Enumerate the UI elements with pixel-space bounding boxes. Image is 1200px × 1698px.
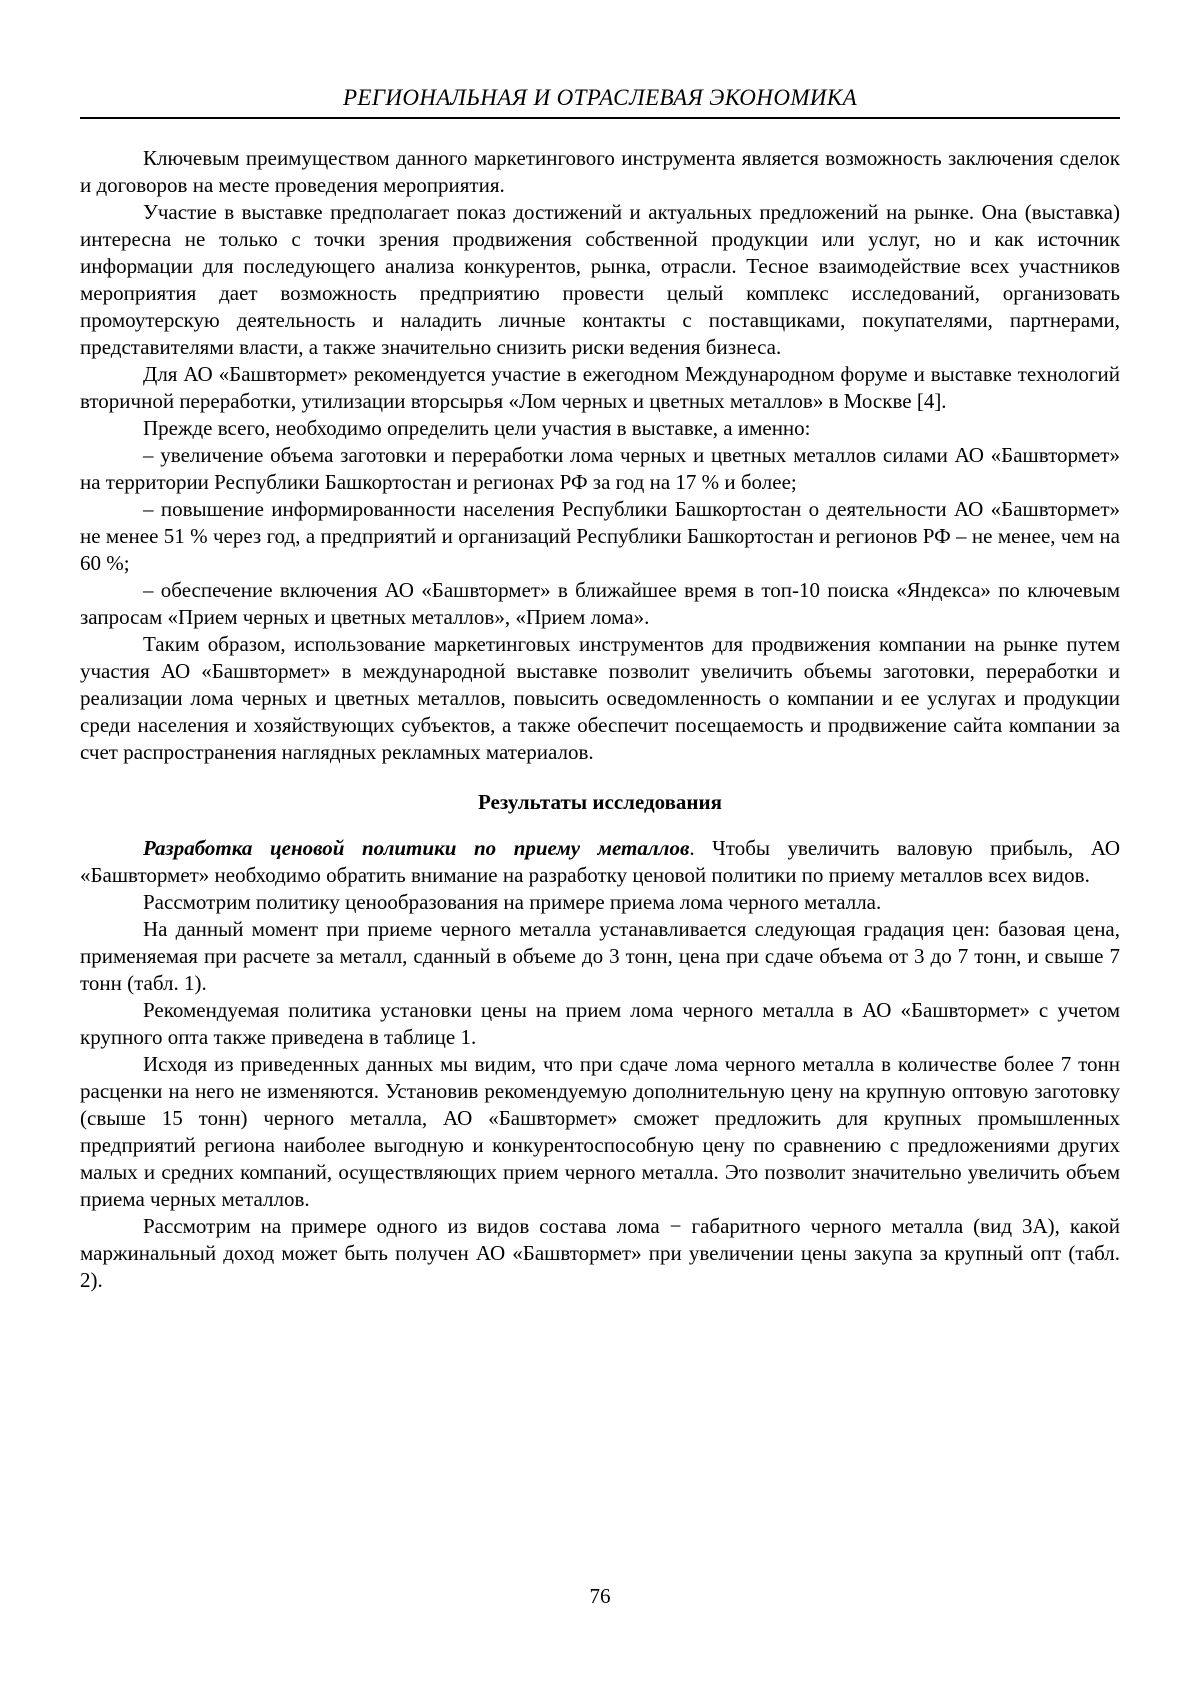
article-body: [80, 145, 1120, 1294]
paragraph: Участие в выставке предполагает показ достижений и актуальных предложений на рынке. Она (выставка) интересна не только с точки зрения продвижения собственной продукции или услуг, но и как источник информации для последующего анализа конкурентов, рынка, отрасли. Тесное взаимодействие всех участников мероприятия дает возможность предприятию провести целый комплекс исследований, организовать промоутерскую деятельность и наладить личные контакты с поставщиками, покупателями, партнерами, представителями власти, а также значительно снизить риски ведения бизнеса.: [80, 200, 1120, 359]
page-footer: [0, 1583, 1200, 1610]
running-head: РЕГИОНАЛЬНАЯ И ОТРАСЛЕВАЯ ЭКОНОМИКА: [342, 85, 858, 110]
paragraph: – увеличение объема заготовки и переработки лома черных и цветных металлов силами АО «Башвтормет» на территории Республики Башкортостан и регионах РФ за год на 17 % и более;: [80, 443, 1120, 494]
paragraph: Ключевым преимуществом данного маркетингового инструмента является возможность заключения сделок и договоров на месте проведения мероприятия.: [80, 146, 1120, 197]
paragraph: Рассмотрим на примере одного из видов состава лома − габаритного черного металла (вид 3А), какой маржинальный доход может быть получен АО «Башвтормет» при увеличении цены закупа за крупный опт (табл. 2).: [80, 1214, 1120, 1292]
section-heading: Результаты исследования: [478, 790, 722, 814]
paragraph: Исходя из приведенных данных мы видим, что при сдаче лома черного металла в количестве более 7 тонн расценки на него не изменяются. Установив рекомендуемую дополнительную цену на крупную оптовую заготовку (свыше 15 тонн) черного металла, АО «Башвтормет» сможет предложить для крупных промышленных предприятий региона наиболее выгодную и конкурентоспособную цену по сравнению с предложениями других малых и средних компаний, осуществляющих прием черного металла. Это позволит значительно увеличить объем приема черных металлов.: [80, 1052, 1120, 1211]
page-number: 76: [589, 1584, 611, 1608]
paragraph: Рассмотрим политику ценообразования на примере приема лома черного металла.: [143, 890, 882, 914]
paragraph: [80, 835, 1120, 889]
paragraph: – повышение информированности населения Республики Башкортостан о деятельности АО «Башвтормет» не менее 51 % через год, а предприятий и организаций Республики Башкортостан и регионов РФ – не менее, чем на 60 %;: [80, 497, 1120, 575]
paragraph: Для АО «Башвтормет» рекомендуется участие в ежегодном Международном форуме и выставке технологий вторичной переработки, утилизации вторсырья «Лом черных и цветных металлов» в Москве [4].: [80, 362, 1120, 413]
paragraph-text: . Чтобы увеличить валовую прибыль, АО «Башвтормет» необходимо обратить внимание на разработку ценовой политики по приему металлов всех видов.: [80, 836, 1120, 887]
page-content: [80, 84, 1120, 1294]
paragraph: На данный момент при приеме черного металла устанавливается следующая градация цен: базовая цена, применяемая при расчете за металл, сданный в объеме до 3 тонн, цена при сдаче объема от 3 до 7 тонн, и свыше 7 тонн (табл. 1).: [80, 917, 1120, 995]
header-rule: [80, 117, 1120, 119]
paragraph-lead: Разработка ценовой политики по приему металлов: [143, 836, 690, 860]
paragraph: – обеспечение включения АО «Башвтормет» в ближайшее время в топ-10 поиска «Яндекса» по ключевым запросам «Прием черных и цветных металлов», «Прием лома».: [80, 578, 1120, 629]
paragraph: Рекомендуемая политика установки цены на прием лома черного металла в АО «Башвтормет» с учетом крупного опта также приведена в таблице 1.: [80, 998, 1120, 1049]
paragraph: Таким образом, использование маркетинговых инструментов для продвижения компании на рынке путем участия АО «Башвтормет» в международной выставке позволит увеличить объемы заготовки, переработки и реализации лома черных и цветных металлов, повысить осведомленность о компании и ее услугах и продукции среди населения и хозяйствующих субъектов, а также обеспечит посещаемость и продвижение сайта компании за счет распространения наглядных рекламных материалов.: [80, 632, 1120, 764]
paragraph: Прежде всего, необходимо определить цели участия в выставке, а именно:: [143, 416, 811, 440]
